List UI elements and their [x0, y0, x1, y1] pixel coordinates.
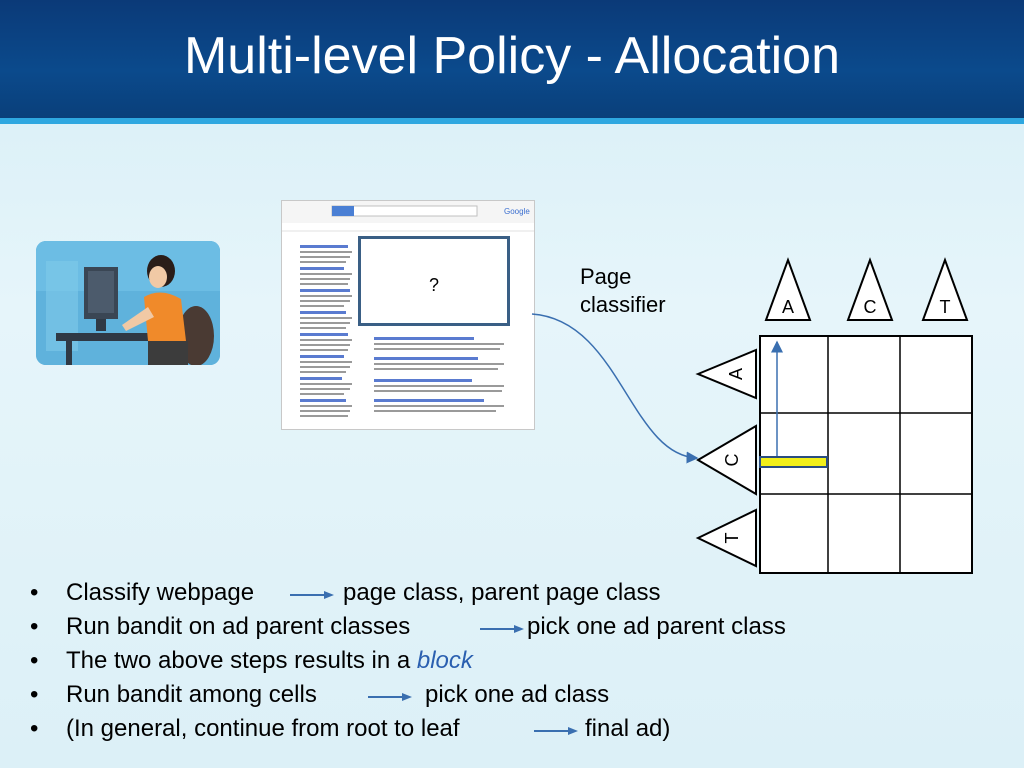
- bullet-text: [66, 644, 473, 678]
- block-emphasis: block: [416, 647, 473, 674]
- unknown-ad-mark: ?: [428, 275, 439, 295]
- row-label-c: C: [721, 453, 742, 467]
- bullet-result: page class, parent page class: [343, 579, 661, 606]
- bullet-item: [30, 610, 1010, 644]
- bullet-text: (In general, continue from root to leaf: [66, 715, 460, 742]
- bullet-list: [30, 576, 1010, 746]
- row-label-a: A: [725, 367, 746, 381]
- bullet-item: [30, 644, 1010, 678]
- bullet-item: [30, 712, 1010, 746]
- column-label-t: T: [939, 297, 951, 317]
- svg-text:Google: Google: [504, 207, 530, 216]
- right-arrow-icon: [290, 591, 334, 595]
- bullet-result: pick one ad parent class: [527, 613, 786, 640]
- bullet-result: pick one ad class: [425, 681, 610, 708]
- bullet-text: Run bandit among cells: [66, 681, 317, 708]
- row-triangle-a: [698, 350, 756, 398]
- bullet-item: [30, 678, 1010, 712]
- row-label-t: T: [721, 532, 742, 544]
- bullet-dot: •: [30, 647, 39, 674]
- column-label-a: A: [781, 297, 795, 317]
- row-triangle-t: [698, 510, 756, 566]
- slide-title: Multi-level Policy - Allocation: [183, 27, 841, 85]
- bullet-dot: •: [30, 715, 39, 742]
- column-label-c: C: [863, 297, 877, 317]
- allocation-grid: [760, 336, 972, 573]
- page-classifier-line-1: Page: [580, 264, 632, 289]
- page-classifier-line-2: classifier: [580, 292, 666, 317]
- bullet-text: Run bandit on ad parent classes: [66, 613, 411, 640]
- bullet-dot: •: [30, 579, 39, 606]
- bullet-result: final ad): [585, 715, 671, 742]
- bullet-text-main: The two above steps results in a: [66, 647, 411, 674]
- right-arrow-icon: [368, 693, 412, 697]
- right-arrow-icon: [534, 727, 578, 731]
- bullet-dot: •: [30, 681, 39, 708]
- bullet-dot: •: [30, 613, 39, 640]
- bullet-text: Classify webpage: [66, 579, 255, 606]
- classifier-curved-arrow: [532, 314, 697, 458]
- selected-block-highlight: [760, 457, 827, 467]
- right-arrow-icon: [480, 625, 524, 629]
- bullet-item: [30, 576, 1010, 610]
- row-triangle-c: [698, 426, 756, 494]
- column-triangle-c: [848, 260, 892, 320]
- column-triangle-t: [923, 260, 967, 320]
- column-triangle-a: [766, 260, 810, 320]
